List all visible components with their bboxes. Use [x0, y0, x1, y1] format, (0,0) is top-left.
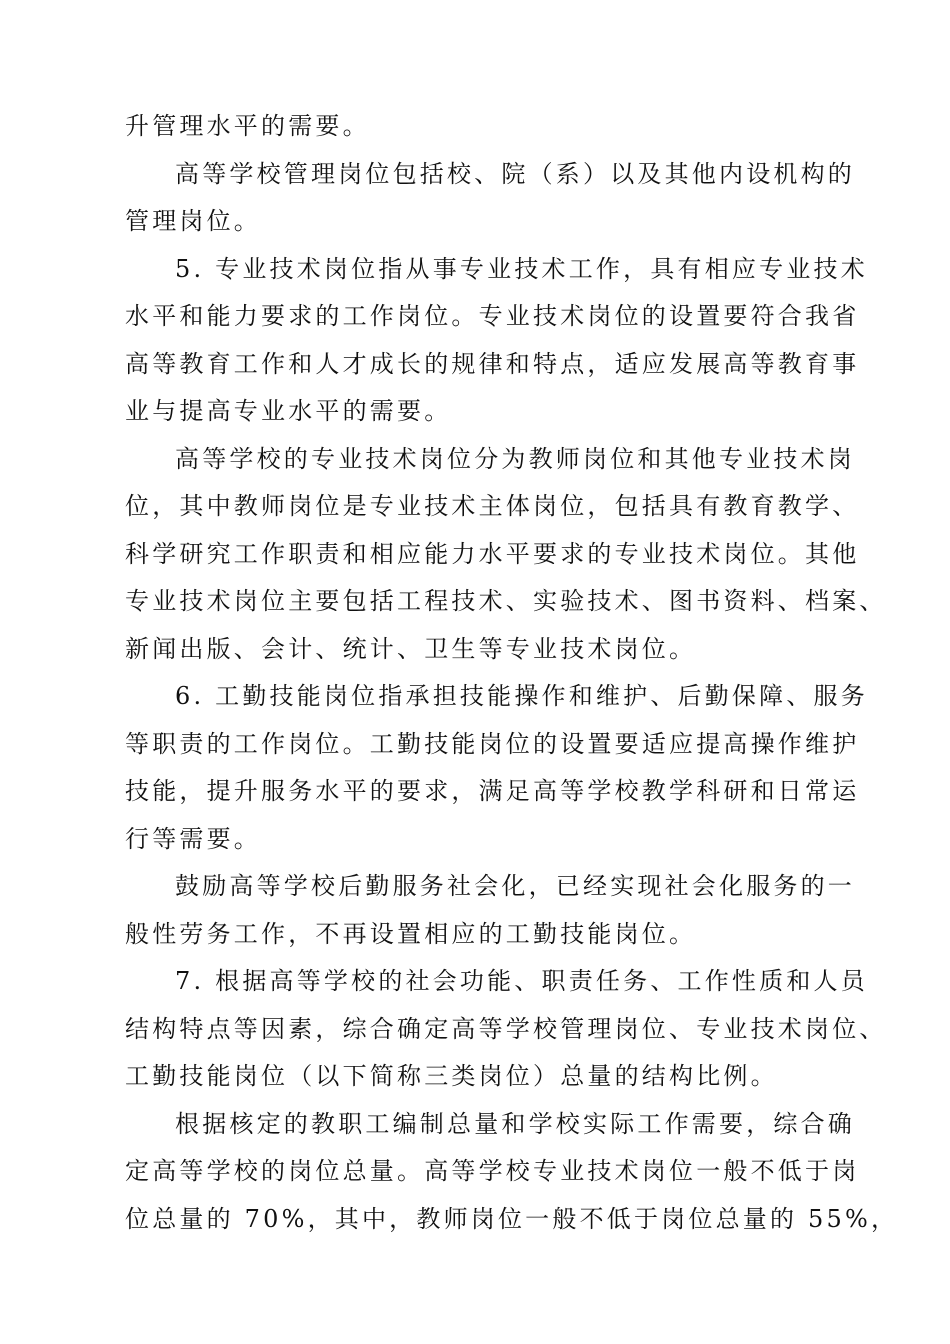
- paragraph-first-line: 鼓励高等学校后勤服务社会化，已经实现社会化服务的一: [175, 872, 855, 900]
- paragraph-first-line: 6. 工勤技能岗位指承担技能操作和维护、后勤保障、服务: [175, 682, 868, 710]
- text-line: 升管理水平的需要。: [125, 112, 370, 140]
- text-line: 等职责的工作岗位。工勤技能岗位的设置要适应提高操作维护: [125, 730, 860, 758]
- text-line: 行等需要。: [125, 825, 261, 853]
- text-line: 业与提高专业水平的需要。: [125, 397, 452, 425]
- paragraph-first-line: 7. 根据高等学校的社会功能、职责任务、工作性质和人员: [175, 967, 868, 995]
- text-line: 水平和能力要求的工作岗位。专业技术岗位的设置要符合我省: [125, 302, 860, 330]
- text-line: 工勤技能岗位（以下简称三类岗位）总量的结构比例。: [125, 1062, 778, 1090]
- text-line: 般性劳务工作，不再设置相应的工勤技能岗位。: [125, 920, 697, 948]
- text-line: 专业技术岗位主要包括工程技术、实验技术、图书资料、档案、: [125, 587, 887, 615]
- text-line: 定高等学校的岗位总量。高等学校专业技术岗位一般不低于岗: [125, 1157, 860, 1185]
- text-line: 科学研究工作职责和相应能力水平要求的专业技术岗位。其他: [125, 540, 860, 568]
- paragraph-first-line: 根据核定的教职工编制总量和学校实际工作需要，综合确: [175, 1110, 855, 1138]
- text-line: 新闻出版、会计、统计、卫生等专业技术岗位。: [125, 635, 697, 663]
- text-line: 高等教育工作和人才成长的规律和特点，适应发展高等教育事: [125, 350, 860, 378]
- text-line: 管理岗位。: [125, 207, 261, 235]
- text-line: 技能，提升服务水平的要求，满足高等学校教学科研和日常运: [125, 777, 860, 805]
- paragraph-first-line: 高等学校的专业技术岗位分为教师岗位和其他专业技术岗: [175, 445, 855, 473]
- text-line: 位，其中教师岗位是专业技术主体岗位，包括具有教育教学、: [125, 492, 860, 520]
- text-line: 结构特点等因素，综合确定高等学校管理岗位、专业技术岗位、: [125, 1015, 887, 1043]
- paragraph-first-line: 5. 专业技术岗位指从事专业技术工作，具有相应专业技术: [175, 255, 868, 283]
- paragraph-first-line: 高等学校管理岗位包括校、院（系）以及其他内设机构的: [175, 160, 855, 188]
- text-line: 位总量的 70%，其中，教师岗位一般不低于岗位总量的 55%，: [125, 1205, 899, 1233]
